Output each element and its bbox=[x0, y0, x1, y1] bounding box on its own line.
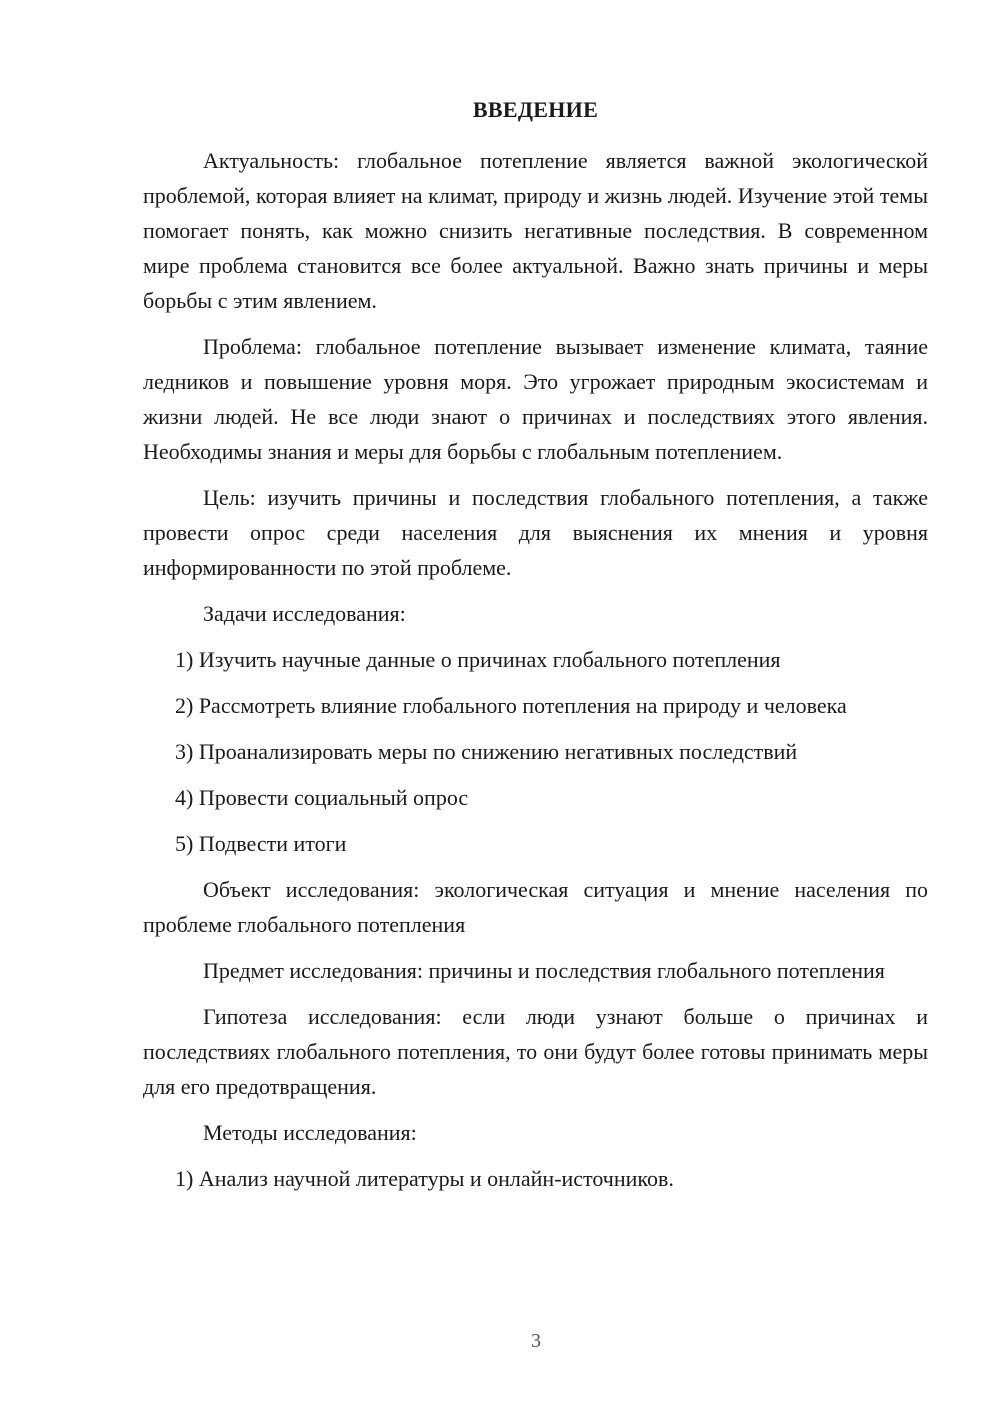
paragraph-problem: Проблема: глобальное потепление вызывает изменение климата, таяние ледников и повышение уровня моря. Это угрожает природным экосистемам и жизни людей. Не все люди знают о причинах и последствиях этого явления. Необходимы знания и меры для борьбы с глобальным потеплением. bbox=[143, 334, 928, 464]
task-item: 5) Подвести итоги bbox=[175, 831, 347, 856]
paragraph-hypothesis: Гипотеза исследования: если люди узнают больше о причинах и последствиях глобального потепления, то они будут более готовы принимать меры для его предотвращения. bbox=[143, 1004, 928, 1099]
task-item: 2) Рассмотреть влияние глобального потепления на природу и человека bbox=[175, 693, 847, 718]
paragraph-object: Объект исследования: экологическая ситуация и мнение населения по проблеме глобального потепления bbox=[143, 877, 928, 937]
page-number: 3 bbox=[531, 1330, 541, 1352]
page-content bbox=[143, 92, 928, 1207]
task-item: 3) Проанализировать меры по снижению негативных последствий bbox=[175, 739, 798, 764]
task-item: 4) Провести социальный опрос bbox=[175, 785, 469, 810]
paragraph-methods-title: Методы исследования: bbox=[203, 1120, 417, 1145]
paragraph-tasks-title: Задачи исследования: bbox=[203, 601, 406, 626]
method-item: 1) Анализ научной литературы и онлайн-источников. bbox=[175, 1166, 674, 1191]
section-heading: ВВЕДЕНИЕ bbox=[472, 97, 599, 122]
paragraph-goal: Цель: изучить причины и последствия глобального потепления, а также провести опрос среди населения для выяснения их мнения и уровня информированности по этой проблеме. bbox=[143, 485, 928, 580]
task-item: 1) Изучить научные данные о причинах глобального потепления bbox=[175, 647, 781, 672]
paragraph-subject: Предмет исследования: причины и последствия глобального потепления bbox=[203, 958, 885, 983]
paragraph-relevance: Актуальность: глобальное потепление является важной экологической проблемой, которая влияет на климат, природу и жизнь людей. Изучение этой темы помогает понять, как можно снизить негативные последствия. В современном мире проблема становится все более актуальной. Важно знать причины и меры борьбы с этим явлением. bbox=[143, 148, 928, 313]
